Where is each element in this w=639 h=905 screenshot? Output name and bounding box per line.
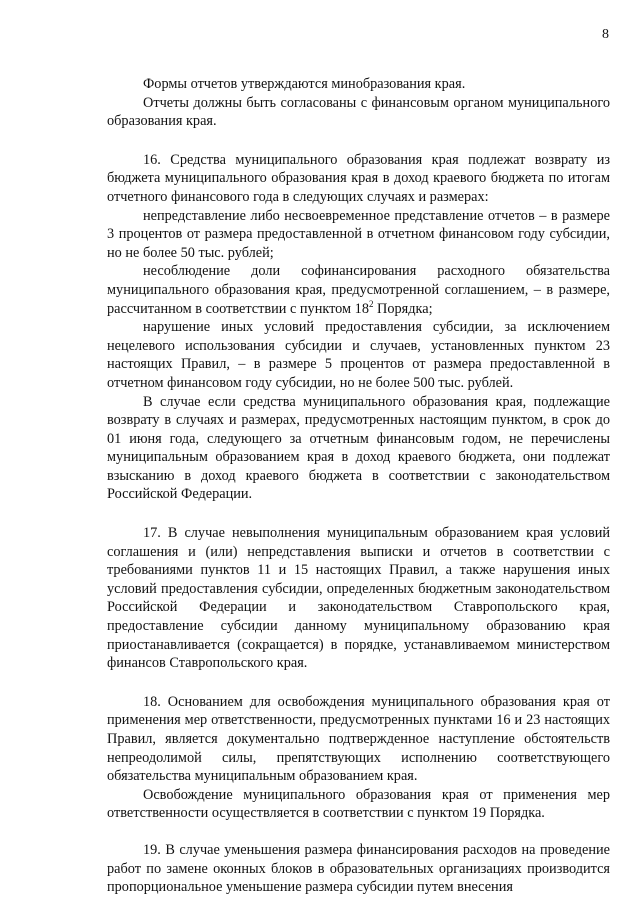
document-body <box>107 75 610 897</box>
superscript: 2 <box>368 298 374 309</box>
cofinancing-tail: Порядка; <box>373 300 433 317</box>
paragraph-item-16: 16. Средства муниципального образования края подлежат возврату из бюджета муниципального образования края в доход краевого бюджета по итогам отчетного финансового года в следующих случаях и размерах: <box>107 151 610 205</box>
paragraph-nonsubmission: непредставление либо несвоевременное представление отчетов – в размере 3 процентов от размера предоставленной в отчетном финансовом году субсидии, но не более 50 тыс. рублей; <box>107 207 610 261</box>
paragraph-other-violations: нарушение иных условий предоставления субсидии, за исключением нецелевого использования субсидии и случаев, установленных пунктом 23 настоящих Правил, – в размере 5 процентов от размера предоставленной в отчетном финансовом году субсидии, но не более 500 тыс. рублей. <box>107 319 610 391</box>
paragraph-recovery: В случае если средства муниципального образования края, подлежащие возврату в случаях и размерах, предусмотренных настоящим пунктом, в срок до 01 июня года, следующего за отчетным финансовым годом, не перечислены муниципальным образованием края в доход краевого бюджета, они подлежат взысканию в доход краевого бюджета в соответствии с законодательством Российской Федерации. <box>107 393 610 503</box>
paragraph-report-forms: Формы отчетов утверждаются минобразования края. <box>143 76 466 92</box>
paragraph-reports-agreed: Отчеты должны быть согласованы с финансовым органом муниципального образования края. <box>107 94 610 130</box>
paragraph-item-18: 18. Основанием для освобождения муниципального образования края от применения мер ответственности, предусмотренных пунктами 16 и 23 настоящих Правил, является документально подтвержденное наступление обстоятельств непреодолимой силы, препятствующих исполнению соответствующего обязательства муниципальным образованием края. <box>107 693 610 785</box>
paragraph-item-19: 19. В случае уменьшения размера финансирования расходов на проведение работ по замене оконных блоков в образовательных организациях производится пропорциональное уменьшение размера субсидии путем внесения <box>107 841 610 896</box>
cofinancing-text: несоблюдение доли софинансирования расходного обязательства муниципального образования края, предусмотренной соглашением, – в размере, рассчитанном в соответствии с пунктом 18 <box>107 263 610 317</box>
paragraph-cofinancing <box>107 262 610 318</box>
page-number: 8 <box>602 27 609 42</box>
paragraph-exemption: Освобождение муниципального образования края от применения мер ответственности осуществляется в соответствии с пунктом 19 Порядка. <box>107 786 610 822</box>
paragraph-item-17: 17. В случае невыполнения муниципальным образованием края условий соглашения и (или) непредставления выписки и отчетов в соответствии с требованиями пунктов 11 и 15 настоящих Правил, а также нарушения иных условий предоставления субсидии, определенных бюджетным законодательством Российской Федерации и законодательством Ставропольского края, предоставление субсидии данному муниципальному образованию края приостанавливается (сокращается) в порядке, устанавливаемом министерством финансов Ставропольского края. <box>107 525 610 672</box>
